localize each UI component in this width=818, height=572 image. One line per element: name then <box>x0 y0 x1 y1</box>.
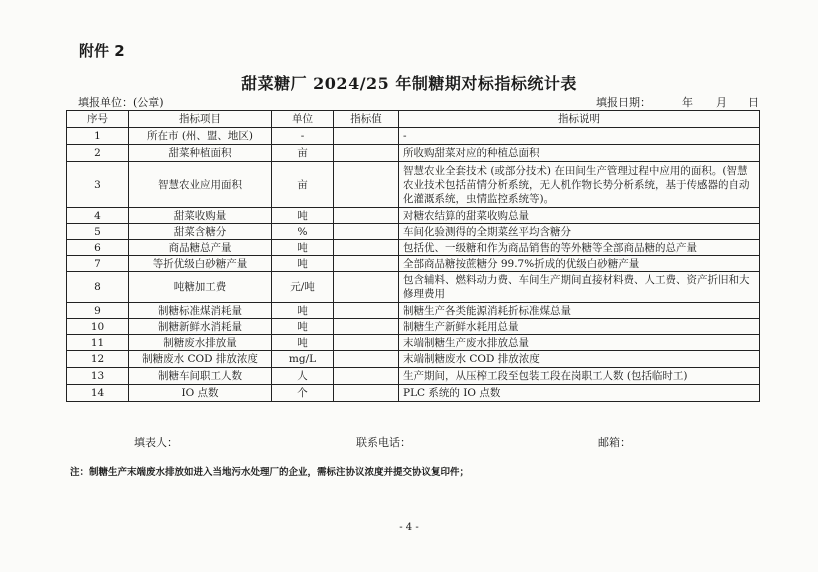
indicator-value <box>334 162 399 208</box>
indicator-value <box>334 240 399 256</box>
indicator-description: 生产期间，从压榨工段至包装工段在岗职工人数 (包括临时工) <box>399 368 760 385</box>
row-number: 10 <box>67 319 129 335</box>
email-label: 邮箱： <box>598 436 631 449</box>
header-desc: 指标说明 <box>399 111 760 128</box>
indicator-unit: 元/吨 <box>272 272 334 303</box>
indicator-unit: 亩 <box>272 145 334 162</box>
indicator-value <box>334 319 399 335</box>
indicator-unit: 吨 <box>272 335 334 351</box>
indicator-value <box>334 368 399 385</box>
indicator-unit: 个 <box>272 385 334 402</box>
indicator-unit: 人 <box>272 368 334 385</box>
page-number: - 4 - <box>399 522 419 533</box>
row-number: 1 <box>67 128 129 145</box>
indicator-value <box>334 385 399 402</box>
indicator-description: 包含辅料、燃料动力费、车间生产期间直接材料费、人工费、资产折旧和大修理费用 <box>399 272 760 303</box>
report-date-year: 年 <box>682 96 693 109</box>
header-no: 序号 <box>67 111 129 128</box>
table-row <box>67 256 760 272</box>
footnote: 注：制糖生产末端废水排放如进入当地污水处理厂的企业，需标注协议浓度并提交协议复印件； <box>70 467 470 478</box>
row-number: 14 <box>67 385 129 402</box>
row-number: 12 <box>67 351 129 368</box>
table-row <box>67 319 760 335</box>
attachment-label: 附件 2 <box>79 42 125 60</box>
indicator-item: IO 点数 <box>129 385 272 402</box>
row-number: 5 <box>67 224 129 240</box>
table-body <box>67 128 760 402</box>
row-number: 2 <box>67 145 129 162</box>
report-date-day: 日 <box>748 96 759 109</box>
table-row <box>67 351 760 368</box>
indicator-item: 等折优级白砂糖产量 <box>129 256 272 272</box>
indicator-unit: 吨 <box>272 208 334 224</box>
indicator-table <box>66 110 760 402</box>
indicator-item: 甜菜含糖分 <box>129 224 272 240</box>
indicator-item: 商品糖总产量 <box>129 240 272 256</box>
indicator-value <box>334 208 399 224</box>
indicator-item: 制糖车间职工人数 <box>129 368 272 385</box>
indicator-value <box>334 272 399 303</box>
indicator-description: 包括优、一级糖和作为商品销售的等外糖等全部商品糖的总产量 <box>399 240 760 256</box>
row-number: 4 <box>67 208 129 224</box>
indicator-description: 车间化验测得的全期菜丝平均含糖分 <box>399 224 760 240</box>
row-number: 8 <box>67 272 129 303</box>
indicator-unit: 吨 <box>272 240 334 256</box>
row-number: 9 <box>67 303 129 319</box>
table-row <box>67 240 760 256</box>
table-row <box>67 335 760 351</box>
indicator-description: 全部商品糖按蔗糖分 99.7%折成的优级白砂糖产量 <box>399 256 760 272</box>
indicator-description: 所收购甜菜对应的种植总面积 <box>399 145 760 162</box>
indicator-item: 吨糖加工费 <box>129 272 272 303</box>
table-row <box>67 224 760 240</box>
indicator-description: 对糖农结算的甜菜收购总量 <box>399 208 760 224</box>
header-value: 指标值 <box>334 111 399 128</box>
table-row <box>67 303 760 319</box>
row-number: 13 <box>67 368 129 385</box>
indicator-item: 甜菜种植面积 <box>129 145 272 162</box>
indicator-item: 制糖废水 COD 排放浓度 <box>129 351 272 368</box>
indicator-description: 制糖生产各类能源消耗折标准煤总量 <box>399 303 760 319</box>
table-row <box>67 272 760 303</box>
table-row <box>67 162 760 208</box>
indicator-description: 末端制糖生产废水排放总量 <box>399 335 760 351</box>
indicator-description: 制糖生产新鲜水耗用总量 <box>399 319 760 335</box>
filler-label: 填表人： <box>134 436 178 449</box>
indicator-item: 制糖标准煤消耗量 <box>129 303 272 319</box>
indicator-item: 所在市 (州、盟、地区) <box>129 128 272 145</box>
report-date-month: 月 <box>716 96 727 109</box>
document-title: 甜菜糖厂 2024/25 年制糖期对标指标统计表 <box>241 74 577 93</box>
indicator-description: 末端制糖废水 COD 排放浓度 <box>399 351 760 368</box>
indicator-description: 智慧农业全套技术 (或部分技术) 在田间生产管理过程中应用的面积。(智慧农业技术包括苗情分析系统，无人机作物长势分析系统，基于传感器的自动化灌溉系统，虫情监控系统等)。 <box>399 162 760 208</box>
indicator-description: - <box>399 128 760 145</box>
header-unit: 单位 <box>272 111 334 128</box>
report-date <box>596 94 759 110</box>
row-number: 11 <box>67 335 129 351</box>
table-row <box>67 128 760 145</box>
indicator-unit: 吨 <box>272 256 334 272</box>
indicator-item: 制糖废水排放量 <box>129 335 272 351</box>
indicator-unit: 吨 <box>272 303 334 319</box>
table-row <box>67 385 760 402</box>
indicator-item: 制糖新鲜水消耗量 <box>129 319 272 335</box>
indicator-value <box>334 351 399 368</box>
row-number: 3 <box>67 162 129 208</box>
indicator-value <box>334 128 399 145</box>
indicator-item: 甜菜收购量 <box>129 208 272 224</box>
indicator-value <box>334 145 399 162</box>
indicator-unit: - <box>272 128 334 145</box>
indicator-value <box>334 224 399 240</box>
phone-label: 联系电话： <box>356 436 411 449</box>
indicator-item: 智慧农业应用面积 <box>129 162 272 208</box>
table-row <box>67 208 760 224</box>
indicator-unit: % <box>272 224 334 240</box>
row-number: 6 <box>67 240 129 256</box>
report-date-label: 填报日期： <box>596 96 651 109</box>
header-item: 指标项目 <box>129 111 272 128</box>
indicator-value <box>334 303 399 319</box>
indicator-description: PLC 系统的 IO 点数 <box>399 385 760 402</box>
row-number: 7 <box>67 256 129 272</box>
table-header-row <box>67 111 760 128</box>
indicator-unit: 吨 <box>272 319 334 335</box>
table-row <box>67 145 760 162</box>
indicator-unit: 亩 <box>272 162 334 208</box>
indicator-unit: mg/L <box>272 351 334 368</box>
reporting-unit-label: 填报单位：(公章) <box>78 96 164 109</box>
indicator-value <box>334 335 399 351</box>
indicator-value <box>334 256 399 272</box>
table-row <box>67 368 760 385</box>
